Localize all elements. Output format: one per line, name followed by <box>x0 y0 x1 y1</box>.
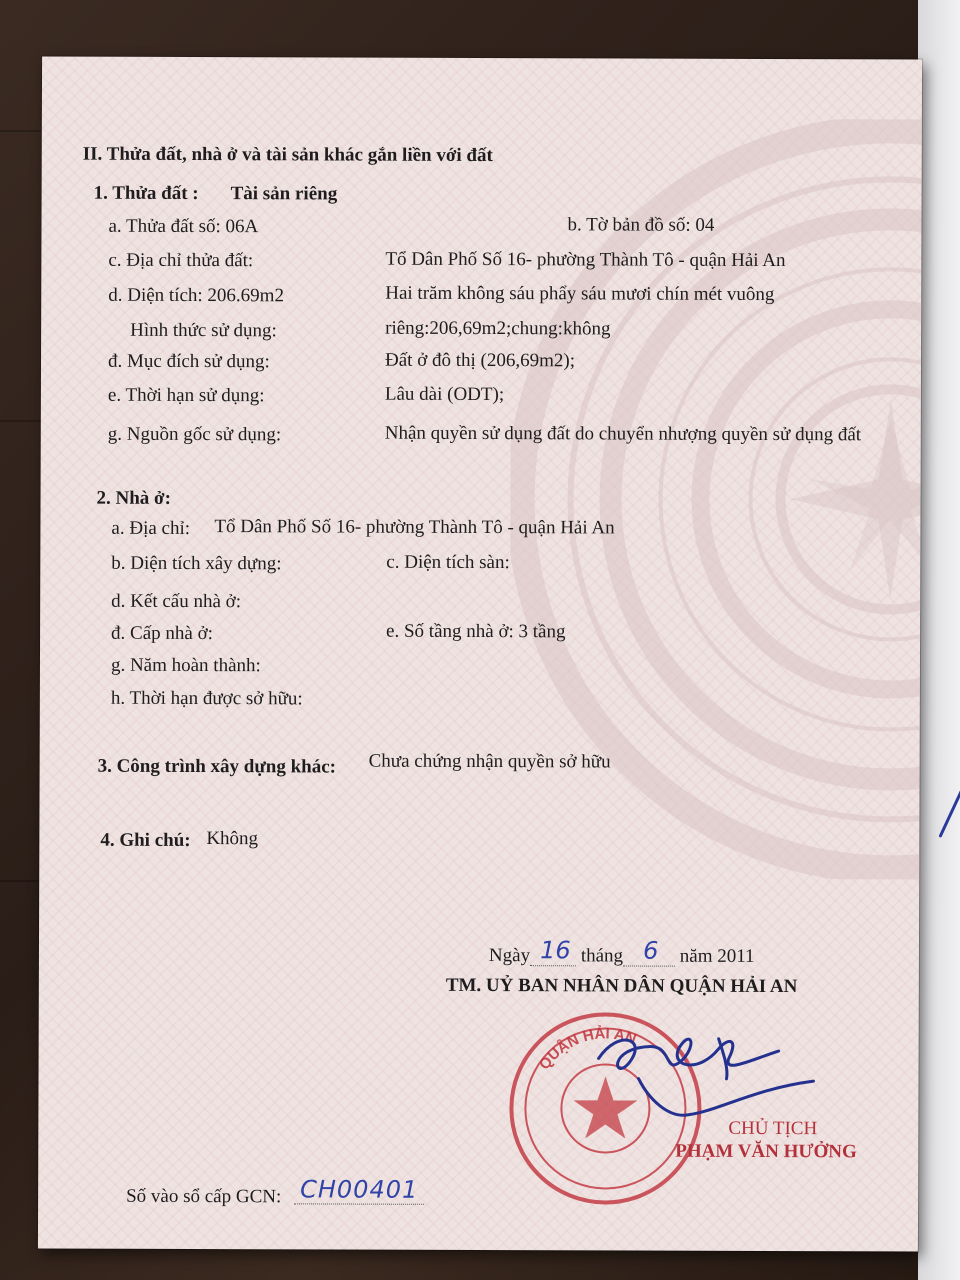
land-area-label: d. Diện tích: 206.69m2 <box>108 284 285 307</box>
usage-origin-value: Nhận quyền sử dụng đất do chuyển nhượng quyền sử dụng đất <box>384 422 862 446</box>
house-floor-area: c. Diện tích sàn: <box>386 551 510 574</box>
issue-date <box>488 936 755 967</box>
usage-term-label: e. Thời hạn sử dụng: <box>107 384 265 407</box>
land-heading: 1. Thửa đất : <box>93 182 199 205</box>
land-address-label: c. Địa chỉ thửa đất: <box>108 249 254 272</box>
month-label: tháng <box>580 945 624 967</box>
other-construction-heading: 3. Công trình xây dựng khác: <box>97 755 337 778</box>
issuing-authority: TM. UỶ BAN NHÂN DÂN QUẬN HẢI AN <box>445 974 798 998</box>
house-address-value: Tổ Dân Phố Số 16- phường Thành Tô - quận Hải An <box>214 516 615 539</box>
house-address-label: a. Địa chỉ: <box>111 517 191 539</box>
section-title: II. Thửa đất, nhà ở và tài sản khác gắn liền với đất <box>82 143 493 167</box>
year-label: năm 2011 <box>679 945 755 967</box>
adjacent-page <box>918 0 960 1280</box>
gcn-number: CH00401 <box>294 1177 424 1204</box>
house-completion-year: g. Năm hoàn thành: <box>110 654 261 677</box>
land-parcel-number: a. Thửa đất số: 06A <box>108 215 259 238</box>
note-heading: 4. Ghi chú: <box>100 829 191 851</box>
certificate-page <box>38 56 922 1251</box>
house-ownership-term: h. Thời hạn được sở hữu: <box>110 687 303 710</box>
day-field <box>530 936 576 966</box>
land-ownership: Tài sản riêng <box>230 183 338 205</box>
day-value: 16 <box>540 936 571 965</box>
day-label: Ngày <box>488 945 531 967</box>
land-map-sheet: b. Tờ bản đồ số: 04 <box>567 214 715 236</box>
house-floors: e. Số tầng nhà ở: 3 tầng <box>386 620 566 643</box>
house-structure: d. Kết cấu nhà ở: <box>111 590 242 613</box>
usage-form-label: Hình thức sử dụng: <box>130 319 277 342</box>
note-value: Không <box>206 828 259 850</box>
gcn-field <box>294 1177 424 1204</box>
house-grade: đ. Cấp nhà ở: <box>111 622 213 645</box>
stamp-text: QUẬN HẢI AN <box>535 1025 639 1074</box>
signer-name: PHẠM VĂN HƯỞNG <box>675 1140 857 1163</box>
usage-form-value: riêng:206,69m2;chung:không <box>385 317 611 340</box>
month-field <box>623 936 675 967</box>
land-area-words: Hai trăm không sáu phẩy sáu mươi chín mét vuông <box>385 282 775 306</box>
usage-term-value: Lâu dài (ODT); <box>384 383 505 406</box>
signer-title: CHỦ TỊCH <box>728 1117 818 1140</box>
house-heading: 2. Nhà ở: <box>96 487 171 509</box>
other-construction-value: Chưa chứng nhận quyền sở hữu <box>368 750 611 773</box>
land-address-value: Tổ Dân Phố Số 16- phường Thành Tô - quận Hải An <box>385 248 786 272</box>
usage-origin-label: g. Nguồn gốc sử dụng: <box>107 423 282 446</box>
usage-purpose-label: đ. Mục đích sử dụng: <box>107 350 270 373</box>
house-build-area: b. Diện tích xây dựng: <box>111 552 282 575</box>
gcn-label: Số vào sổ cấp GCN: <box>126 1185 282 1208</box>
usage-purpose-value: Đất ở đô thị (206,69m2); <box>384 349 576 372</box>
month-value: 6 <box>643 936 659 965</box>
